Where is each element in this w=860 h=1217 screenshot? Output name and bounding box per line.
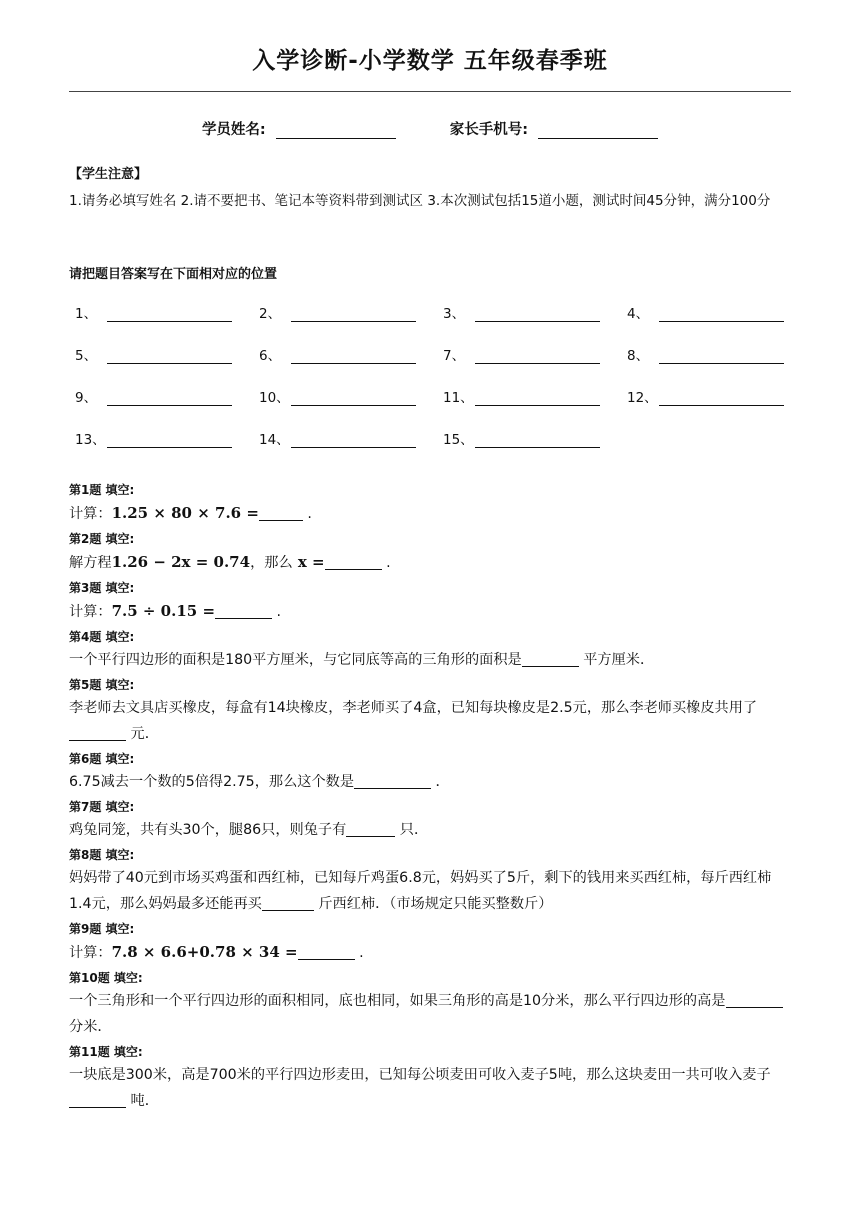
question-heading: 第11题 填空: (69, 1045, 143, 1059)
question-text: 平方厘米． (578, 652, 655, 668)
question-text: 李老师去文具店买橡皮，每盒有14块橡皮，李老师买了4盒，已知每块橡皮是2.5元，那么李老师买橡皮共用了 (69, 700, 758, 716)
question-item (69, 1042, 791, 1114)
question-text: . (354, 945, 364, 961)
answer-number: 8、 (627, 348, 650, 364)
question-item (69, 529, 791, 576)
answer-blank-line[interactable] (107, 433, 232, 448)
question-text: ，那么 (250, 555, 293, 571)
math-expression: 1.25 × 80 × 7.6 = (111, 504, 259, 522)
answer-sheet-grid (75, 302, 791, 448)
question-item (69, 845, 791, 917)
answer-blank[interactable] (262, 894, 314, 911)
question-text: ． (431, 774, 450, 790)
answer-cell[interactable] (259, 428, 443, 448)
answer-cell[interactable] (75, 428, 259, 448)
answer-blank-line[interactable] (475, 433, 600, 448)
answer-sheet-heading: 请把题目答案写在下面相对应的位置 (69, 267, 278, 282)
question-body (69, 598, 791, 625)
answer-blank[interactable] (259, 504, 303, 521)
answer-blank[interactable] (346, 820, 395, 837)
student-name-field[interactable] (202, 118, 396, 139)
title-divider (69, 91, 791, 92)
math-expression: 7.8 × 6.6+0.78 × 34 = (111, 943, 298, 961)
student-name-line[interactable] (276, 122, 396, 139)
question-item (69, 627, 791, 673)
question-text: 妈妈带了40元到市场买鸡蛋和西红柿，已知每斤鸡蛋6.8元，妈妈买了5斤，剩下的钱用来买西红柿，每斤西红柿1.4元，那么妈妈最多还能再买 (69, 870, 772, 912)
page-title: 入学诊断-小学数学 五年级春季班 (252, 48, 608, 74)
question-text: 一块底是300米，高是700米的平行四边形麦田，已知每公顷麦田可收入麦子5吨，那么这块麦田一共可收入麦子 (69, 1067, 771, 1083)
answer-cell[interactable] (627, 302, 811, 322)
answer-number: 13、 (75, 432, 106, 448)
question-heading: 第7题 填空: (69, 800, 135, 814)
question-body (69, 500, 791, 527)
question-text: 一个三角形和一个平行四边形的面积相同，底也相同，如果三角形的高是10分米，那么平行四边形的高是 (69, 993, 726, 1009)
answer-cell[interactable] (443, 428, 627, 448)
answer-cell[interactable] (75, 386, 259, 406)
answer-blank[interactable] (69, 1091, 126, 1108)
answer-number: 12、 (627, 390, 658, 406)
question-text: 一个平行四边形的面积是180平方厘米，与它同底等高的三角形的面积是 (69, 652, 522, 668)
answer-number: 1、 (75, 306, 98, 322)
answer-number: 5、 (75, 348, 98, 364)
question-item (69, 919, 791, 966)
question-text: . (272, 604, 282, 620)
student-info-row (0, 118, 860, 139)
question-heading: 第1题 填空: (69, 483, 135, 497)
question-text: 只． (395, 822, 429, 838)
answer-number: 15、 (443, 432, 474, 448)
question-heading: 第5题 填空: (69, 678, 135, 692)
notice-text: 1.请务必填写姓名 2.请不要把书、笔记本等资料带到测试区 3.本次测试包括15道小题，测试时间45分钟，满分100分 (69, 193, 771, 209)
question-item (69, 749, 791, 795)
answer-cell[interactable] (627, 386, 811, 406)
question-heading: 第3题 填空: (69, 581, 135, 595)
question-heading: 第2题 填空: (69, 532, 135, 546)
question-body (69, 988, 791, 1040)
question-text: 分米． (69, 1019, 112, 1035)
answer-number: 3、 (443, 306, 466, 322)
answer-cell[interactable] (259, 302, 443, 322)
answer-blank-line[interactable] (659, 307, 784, 322)
question-item (69, 578, 791, 625)
answer-blank-line[interactable] (291, 433, 416, 448)
parent-phone-line[interactable] (538, 122, 658, 139)
answer-blank-line[interactable] (107, 391, 232, 406)
answer-number: 10、 (259, 390, 290, 406)
parent-phone-label: 家长手机号: (449, 122, 529, 138)
question-item (69, 797, 791, 843)
question-text: 计算： (69, 604, 112, 620)
answer-number: 14、 (259, 432, 290, 448)
question-heading: 第4题 填空: (69, 630, 135, 644)
answer-number: 9、 (75, 390, 98, 406)
answer-blank-line[interactable] (291, 349, 416, 364)
question-item (69, 968, 791, 1040)
answer-blank-line[interactable] (475, 349, 600, 364)
answer-blank-line[interactable] (107, 307, 232, 322)
notice-heading: 【学生注意】 (69, 167, 148, 182)
question-text: 计算： (69, 945, 112, 961)
answer-cell[interactable] (443, 344, 627, 364)
math-expression: 1.26 − 2x = 0.74 (111, 553, 251, 571)
question-body (69, 549, 791, 576)
question-text: 解方程 (69, 555, 112, 571)
question-text: 6.75减去一个数的5倍得2.75，那么这个数是 (69, 774, 355, 790)
answer-blank[interactable] (726, 991, 783, 1008)
question-heading: 第10题 填空: (69, 971, 143, 985)
question-heading: 第6题 填空: (69, 752, 135, 766)
question-text: 元． (126, 726, 159, 742)
question-text: 斤西红柿．（市场规定只能买整数斤） (313, 896, 553, 912)
answer-number: 2、 (259, 306, 282, 322)
answer-blank-line[interactable] (107, 349, 232, 364)
answer-cell[interactable] (259, 386, 443, 406)
answer-blank-line[interactable] (291, 391, 416, 406)
question-text: . (381, 555, 391, 571)
question-list (69, 479, 791, 1116)
math-expression: x = (292, 553, 325, 571)
answer-blank-line[interactable] (475, 307, 600, 322)
student-name-label: 学员姓名: (201, 122, 266, 138)
answer-blank[interactable] (522, 650, 579, 667)
question-item (69, 675, 791, 747)
question-body (69, 769, 791, 795)
answer-blank[interactable] (69, 724, 126, 741)
answer-number: 4、 (627, 306, 650, 322)
question-text: 计算： (69, 506, 112, 522)
math-expression: 7.5 ÷ 0.15 = (111, 602, 216, 620)
answer-blank[interactable] (215, 602, 272, 619)
answer-blank-line[interactable] (659, 391, 784, 406)
answer-number: 7、 (443, 348, 466, 364)
answer-cell[interactable] (443, 386, 627, 406)
question-body (69, 817, 791, 843)
answer-blank-line[interactable] (475, 391, 600, 406)
answer-cell[interactable] (627, 344, 811, 364)
question-body (69, 647, 791, 673)
answer-blank[interactable] (298, 943, 355, 960)
answer-number: 6、 (259, 348, 282, 364)
answer-number: 11、 (443, 390, 474, 406)
question-body (69, 939, 791, 966)
question-body (69, 695, 791, 747)
answer-cell[interactable] (259, 344, 443, 364)
question-heading: 第9题 填空: (69, 922, 135, 936)
answer-cell[interactable] (75, 302, 259, 322)
question-text: 吨． (126, 1093, 159, 1109)
answer-blank[interactable] (325, 553, 382, 570)
question-item (69, 480, 791, 527)
answer-blank[interactable] (354, 772, 431, 789)
parent-phone-field[interactable] (450, 118, 658, 139)
question-body (69, 865, 791, 917)
question-heading: 第8题 填空: (69, 848, 135, 862)
answer-blank-line[interactable] (659, 349, 784, 364)
question-text: . (302, 506, 312, 522)
answer-cell[interactable] (443, 302, 627, 322)
answer-cell[interactable] (75, 344, 259, 364)
question-text: 鸡兔同笼，共有头30个，腿86只，则兔子有 (69, 822, 347, 838)
answer-blank-line[interactable] (291, 307, 416, 322)
question-body (69, 1062, 791, 1114)
